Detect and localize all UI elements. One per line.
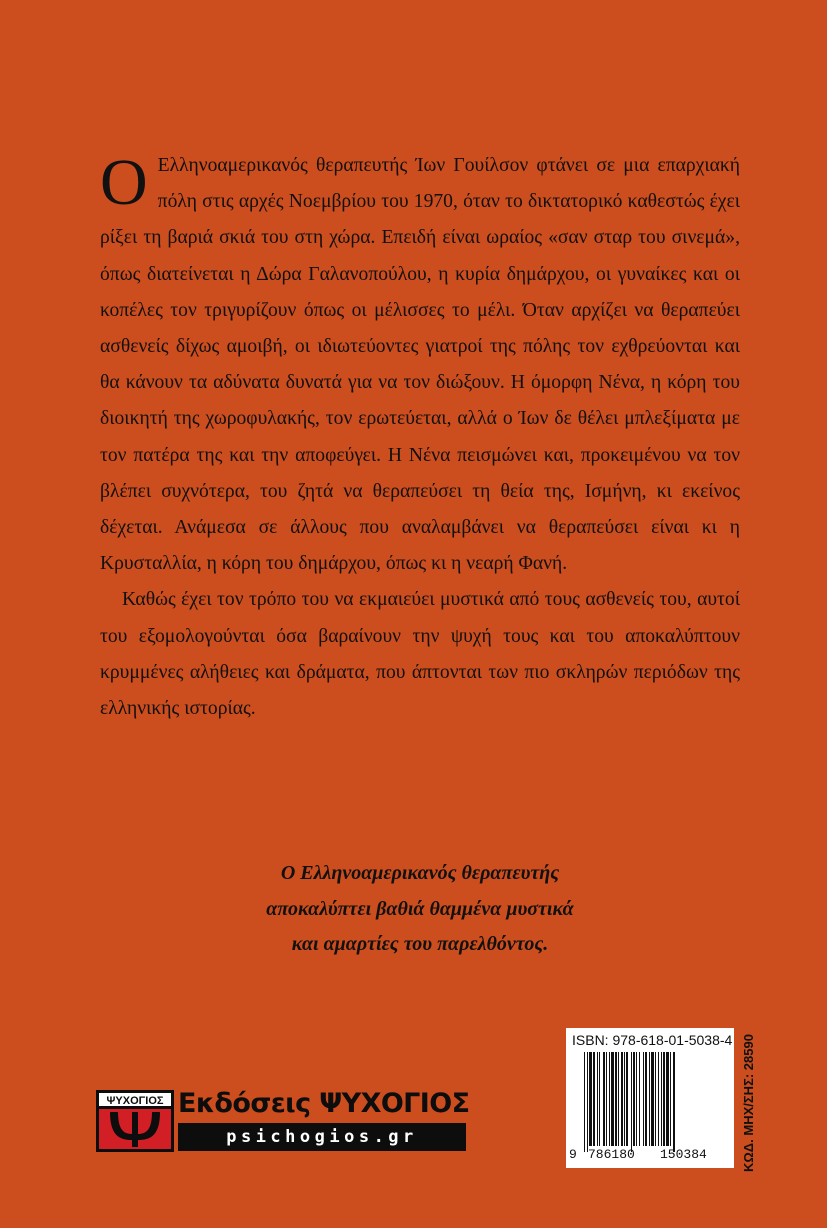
barcode-bar <box>658 1052 659 1146</box>
blurb-paragraph-2: Καθώς έχει τον τρόπο του να εκμαιεύει μυστικά από τους ασθενείς του, αυτοί του εξομολογούνται όσα βαραίνουν την ψυχή τους και του αποκαλύπτουν κρυμμένες αλήθειες και δράματα, που άπτονται των πιο σκληρών περιόδων της ελληνικής ιστορίας. <box>100 589 740 720</box>
drop-cap: Ο <box>100 146 148 219</box>
isbn-label: ISBN: 978-618-01-5038-4 <box>572 1032 733 1048</box>
barcode-bar <box>651 1052 654 1146</box>
barcode-bar <box>661 1052 662 1146</box>
barcode-bar <box>603 1052 605 1146</box>
tagline <box>100 856 740 963</box>
barcode-bar <box>624 1052 625 1146</box>
barcode-bar <box>663 1052 665 1146</box>
blurb-paragraph-1 <box>100 148 740 582</box>
barcode-bar <box>633 1052 635 1146</box>
publisher-logo <box>96 1090 468 1152</box>
barcode-bar <box>609 1052 610 1146</box>
barcode-bar <box>584 1052 585 1152</box>
barcode-bar <box>593 1052 595 1146</box>
barcode-bar <box>626 1052 628 1146</box>
product-code: ΚΩΔ. ΜΗΧ/ΣΗΣ: 28590 <box>741 1034 756 1172</box>
barcode-bar <box>589 1052 592 1146</box>
barcode-bar <box>587 1052 588 1152</box>
barcode-digits-right: 150384 <box>660 1147 707 1162</box>
barcode-bar <box>599 1052 600 1146</box>
psi-logo-icon <box>96 1090 174 1152</box>
barcode-bar <box>670 1052 671 1146</box>
back-cover-blurb <box>100 148 740 727</box>
barcode-bar <box>615 1052 617 1146</box>
publisher-website: psichogios.gr <box>178 1123 466 1151</box>
barcode-bar <box>618 1052 619 1146</box>
barcode-bar <box>631 1052 632 1152</box>
barcode-digit-first: 9 <box>569 1147 577 1162</box>
tagline-line-3: και αμαρτίες του παρελθόντος. <box>291 933 549 955</box>
tagline-line-2: αποκαλύπτει βαθιά θαμμένα μυστικά <box>266 897 574 920</box>
barcode-bar <box>645 1052 647 1146</box>
logo-mark-text: ΨΥΧΟΓΙΟΣ <box>106 1095 164 1107</box>
barcode-bar <box>643 1052 644 1146</box>
barcode-bar <box>673 1052 675 1152</box>
barcode-bar <box>621 1052 623 1146</box>
publisher-name: Εκδόσεις ΨΥΧΟΓΙΟΣ <box>178 1088 470 1119</box>
barcode-bar <box>639 1052 640 1146</box>
tagline-line-1: Ο Ελληνοαμερικανός θεραπευτής <box>280 862 560 884</box>
barcode-bar <box>597 1052 598 1146</box>
barcode-bar <box>655 1052 656 1146</box>
barcode <box>574 1052 726 1154</box>
blurb-paragraph-1-text: Ελληνοαμερικανός θεραπευτής Ίων Γουίλσον φτάνει σε μια επαρχιακή πόλη στις αρχές Νοεμβρίου του 1970, όταν το δικτατορικό καθεστώς έχει ρίξει τη βαριά σκιά του στη χώρα. Επειδή είναι ωραίος «σαν σταρ του σινεμά», όπως διατείνεται η Δώρα Γαλανοπούλου, η κυρία δημάρχου, οι γυναίκες και οι κοπέλες τον τριγυρίζουν όπως οι μέλισσες το μέλι. Όταν αρχίζει να θεραπεύει ασθενείς δίχως αμοιβή, οι ιδιωτεύοντες γιατροί της πόλης τον εχθρεύονται και θα κάνουν τα αδύνατα δυνατά για να τον διώξουν. Η όμορφη Νένα, η κόρη του διοικητή της χωροφυλακής, τον ερωτεύεται, αλλά ο Ίων δε θέλει μπλεξίματα με τον πατέρα της και την αποφεύγει. Η Νένα πεισμώνει και, προκειμένου να τον βλέπει συχνότερα, του ζητά να θεραπεύσει τη θεία της, Ισμήνη, κι εκείνος δέχεται. Ανάμεσα σε άλλους που αναλαμβάνει να θεραπεύσει είναι κι η Κρυσταλλία, η κόρη του δημάρχου, όπως κι η νεαρή Φανή. <box>100 155 740 575</box>
barcode-bar <box>611 1052 614 1146</box>
barcode-bar <box>636 1052 637 1146</box>
barcode-digits-left: 786180 <box>588 1147 635 1162</box>
barcode-box <box>566 1028 734 1168</box>
barcode-bar <box>606 1052 607 1146</box>
barcode-bar <box>666 1052 669 1146</box>
barcode-bar <box>649 1052 650 1146</box>
